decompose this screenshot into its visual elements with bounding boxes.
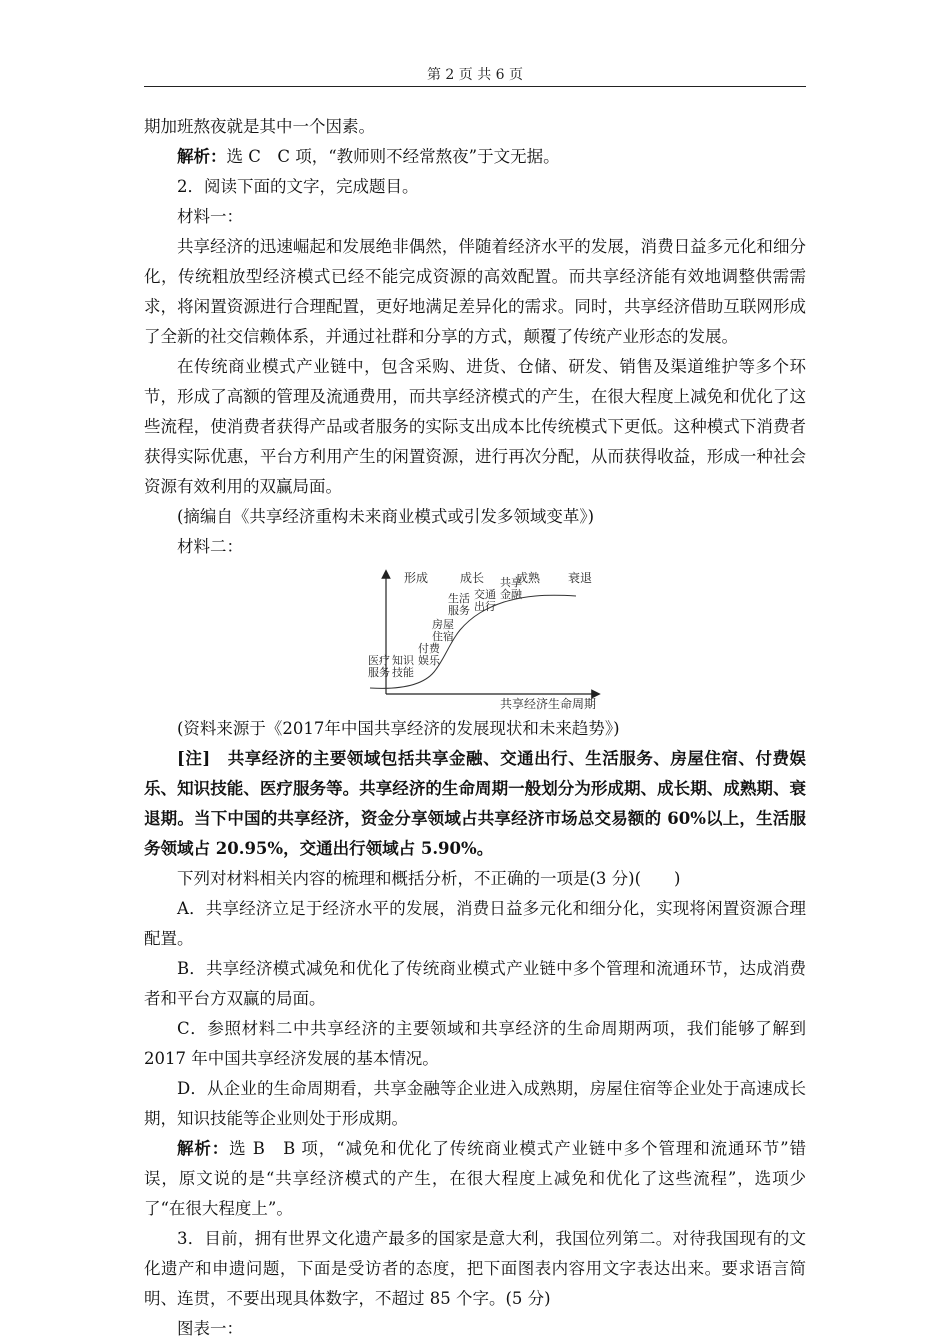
domain-label-3-line-1: 付费 — [418, 642, 440, 655]
domain-label-1-line-1: 医疗 — [368, 654, 390, 667]
domain-label-4-line-2: 住宿 — [432, 630, 454, 643]
q2-prompt: 2．阅读下面的文字，完成题目。 — [177, 177, 419, 196]
stage-label-2: 成长 — [460, 571, 485, 585]
option-c: C．参照材料二中共享经济的主要领域和共享经济的生命周期两项，我们能够了解到 2017 年中国共享经济发展的基本情况。 — [144, 1019, 806, 1068]
q2-analysis-label: 解析： — [177, 1139, 230, 1158]
q2-analysis — [144, 1134, 806, 1224]
stage-labels — [404, 570, 592, 585]
note-label: [注] — [177, 749, 211, 768]
q1-analysis — [144, 142, 806, 172]
domain-label-2-line-1: 知识 — [392, 654, 414, 667]
x-axis-label: 共享经济生命周期 — [499, 697, 596, 710]
domain-label-5-line-2: 服务 — [448, 604, 470, 617]
domain-labels — [368, 575, 523, 679]
q1-analysis-label: 解析： — [177, 147, 227, 166]
domain-label-6-line-2: 出行 — [474, 600, 496, 613]
domain-label-2-line-2: 技能 — [392, 666, 414, 679]
domain-label-7-line-2: 金融 — [500, 588, 522, 601]
option-d: D．从企业的生命周期看，共享金融等企业进入成熟期，房屋住宿等企业处于高速成长期，知识技能等企业则处于形成期。 — [144, 1079, 806, 1128]
stage-label-1: 形成 — [404, 571, 429, 585]
header-rule — [144, 86, 806, 87]
domain-label-3-line-2: 娱乐 — [418, 654, 440, 667]
material2-source: (资料来源于《2017年中国共享经济的发展现状和未来趋势》) — [177, 719, 620, 738]
note — [144, 744, 806, 864]
lifecycle-chart — [144, 568, 806, 710]
domain-label-6-line-1: 交通 — [474, 588, 496, 601]
domain-label-7-line-1: 共享 — [500, 576, 522, 589]
q2-analysis-text: 选 B B 项，“减免和优化了传统商业模式产业链中多个管理和流通环节”错误，原文说的是“共享经济模式的产生，在很大程度上减免和优化了这些流程”，选项少了“在很大程度上”。 — [144, 1139, 806, 1218]
material1-source: (摘编自《共享经济重构未来商业模式或引发多领域变革》) — [177, 507, 595, 526]
lifecycle-chart-svg — [364, 568, 604, 710]
material2-label: 材料二： — [177, 537, 243, 556]
stage-label-4: 衰退 — [568, 571, 593, 585]
material1-paragraph1: 共享经济的迅速崛起和发展绝非偶然，伴随着经济水平的发展，消费日益多元化和细分化，传统粗放型经济模式已经不能完成资源的高效配置。而共享经济能有效地调整供需需求，将闲置资源进行合理配置，更好地满足差异化的需求。同时，共享经济借助互联网形成了全新的社交信赖体系，并通过社群和分享的方式，颠覆了传统产业形态的发展。 — [144, 237, 806, 346]
material1-label: 材料一： — [177, 207, 243, 226]
material1-paragraph2: 在传统商业模式产业链中，包含采购、进货、仓储、研发、销售及渠道维护等多个环节，形成了高额的管理及流通费用，而共享经济模式的产生，在很大程度上减免和优化了这些流程，使消费者获得产品或者服务的实际支出成本比传统模式下更低。这种模式下消费者获得实际优惠，平台方利用产生的闲置资源，进行再次分配，从而获得收益，形成一种社会资源有效利用的双赢局面。 — [144, 357, 806, 496]
stage-label-3: 成熟 — [516, 571, 541, 585]
domain-label-5-line-1: 生活 — [448, 592, 470, 605]
q1-analysis-text: 选 C C 项，“教师则不经常熬夜”于文无据。 — [226, 147, 560, 166]
domain-label-1-line-2: 服务 — [368, 666, 390, 679]
option-a: A．共享经济立足于经济水平的发展，消费日益多元化和细分化，实现将闲置资源合理配置。 — [144, 899, 806, 948]
page-header: 第 2 页 共 6 页 — [426, 67, 524, 83]
q3-prompt: 3．目前，拥有世界文化遗产最多的国家是意大利，我国位列第二。对待我国现有的文化遗产和申遗问题，下面是受访者的态度，把下面图表内容用文字表达出来。要求语言简明、连贯，不要出现具体数字，不超过 85 个字。(5 分) — [144, 1229, 806, 1308]
domain-label-4-line-1: 房屋 — [432, 618, 454, 631]
q2-question: 下列对材料相关内容的梳理和概括分析，不正确的一项是(3 分)( ) — [177, 869, 681, 888]
q1-tail-line: 期加班熬夜就是其中一个因素。 — [144, 117, 375, 136]
document-body — [144, 112, 806, 1344]
note-text: 共享经济的主要领域包括共享金融、交通出行、生活服务、房屋住宿、付费娱乐、知识技能、医疗服务等。共享经济的生命周期一般划分为形成期、成长期、成熟期、衰退期。当下中国的共享经济，资金分享领域占共享经济市场总交易额的 60%以上，生活服务领域占 20.95%，交通出行领域占 5.90%。 — [144, 749, 806, 858]
q3-chart-label: 图表一： — [177, 1319, 243, 1338]
option-b: B．共享经济模式减免和优化了传统商业模式产业链中多个管理和流通环节，达成消费者和平台方双赢的局面。 — [144, 959, 806, 1008]
